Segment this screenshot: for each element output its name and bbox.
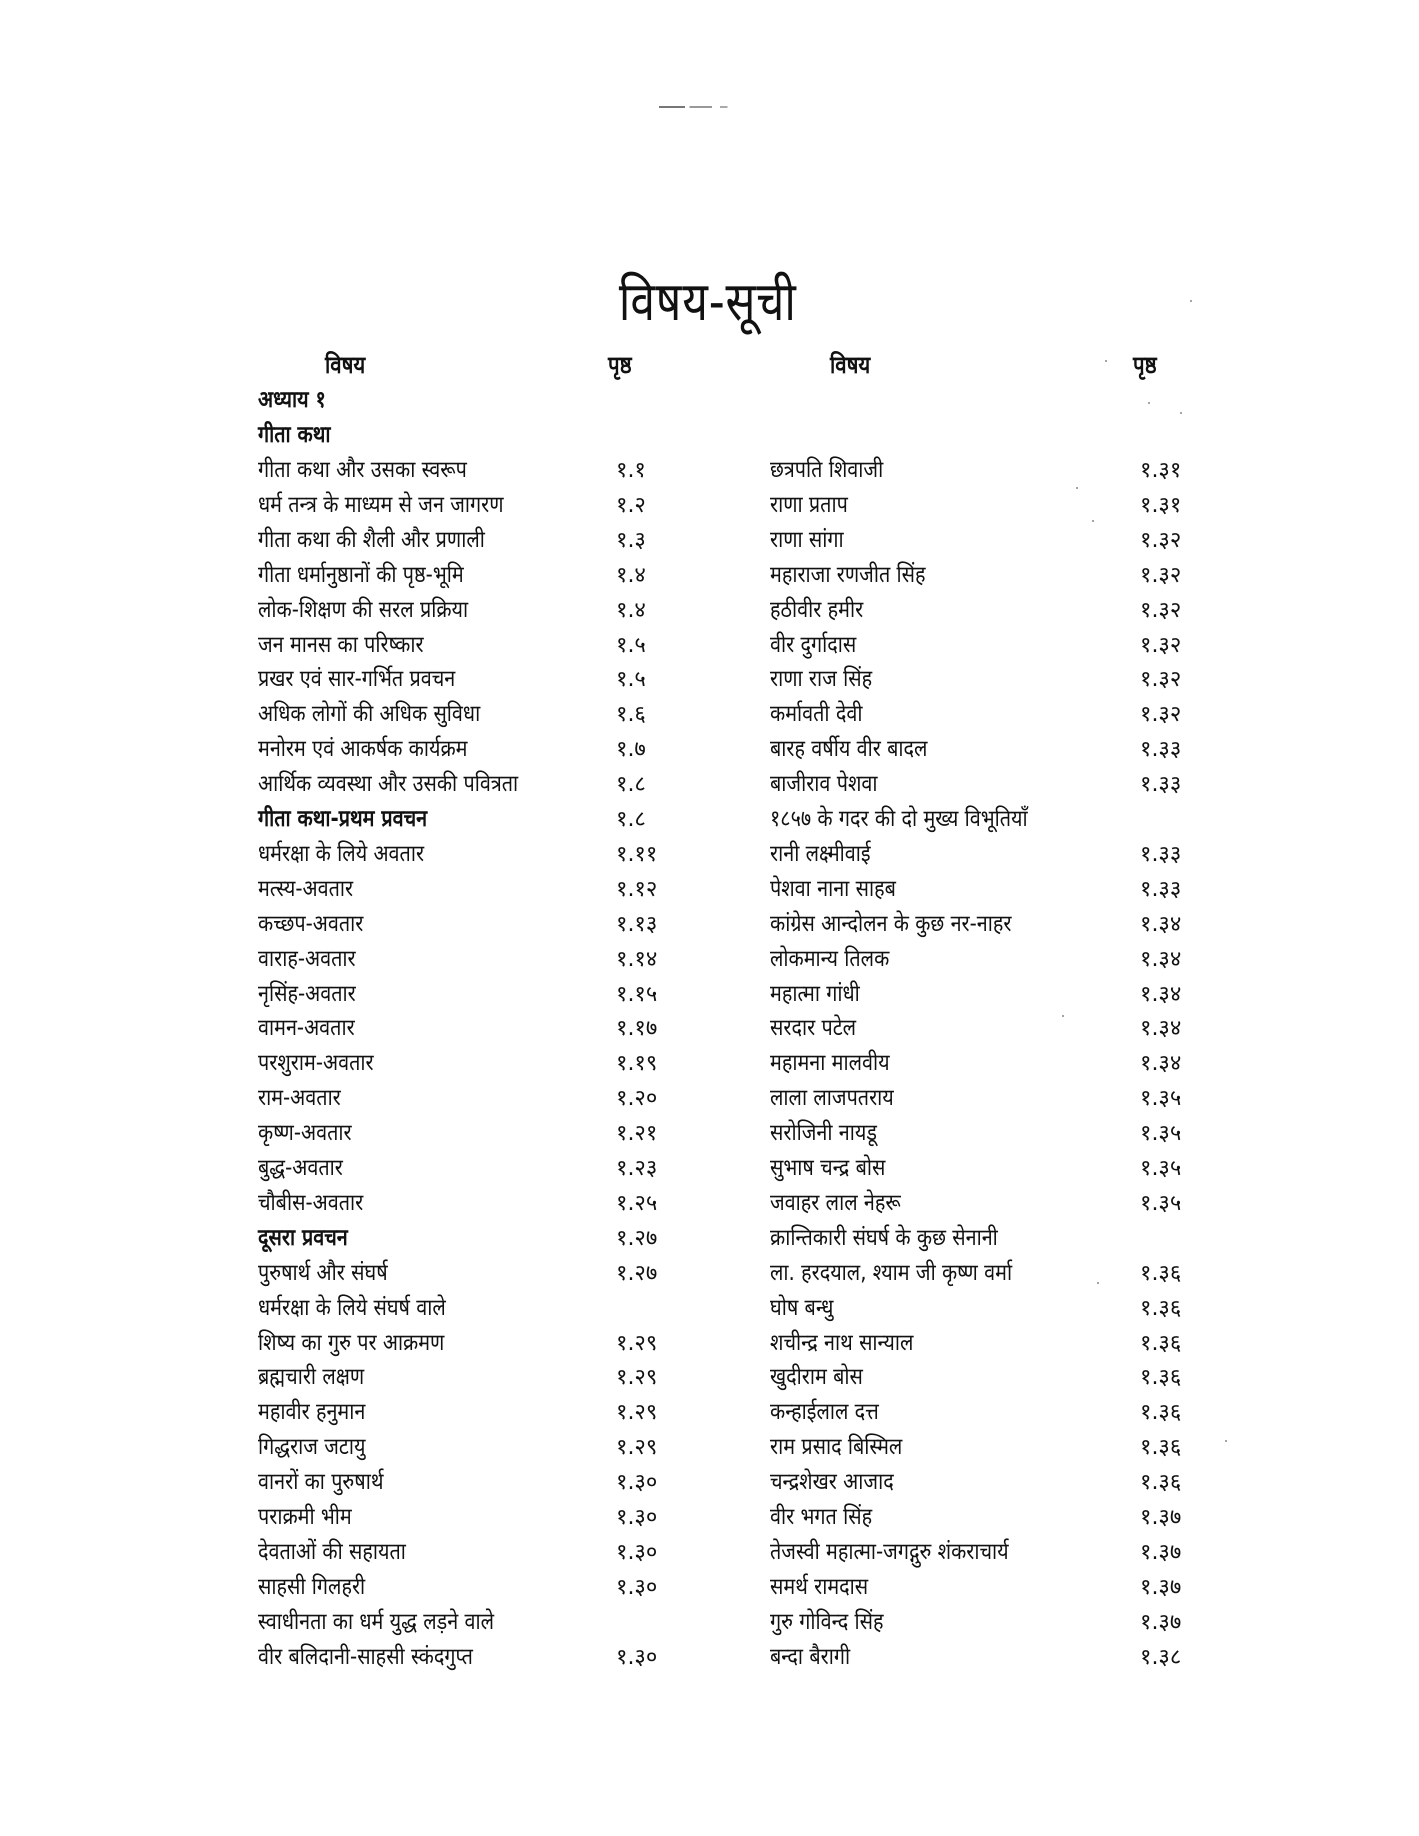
left-entry-page: १.१९ bbox=[616, 1051, 658, 1077]
scan-speck bbox=[1225, 1440, 1227, 1442]
right-entry-title-text: महाराजा रणजीत सिंह bbox=[770, 561, 926, 588]
right-entry-title-text: समर्थ रामदास bbox=[770, 1573, 869, 1600]
header-left-page: पृष्ठ bbox=[608, 351, 632, 379]
left-entry-title-text: दूसरा प्रवचन bbox=[258, 1224, 348, 1251]
right-entry-title-text: वीर दुर्गादास bbox=[770, 631, 857, 658]
right-entry-page: १.३६ bbox=[1140, 1470, 1182, 1496]
scan-speck bbox=[1190, 300, 1192, 302]
left-entry-title-text: प्रखर एवं सार-गर्भित प्रवचन bbox=[258, 666, 456, 693]
right-entry-title-text: १८५७ के गदर की दो मुख्य विभूतियाँ bbox=[770, 806, 1028, 832]
right-entry-title-text: सुभाष चन्द्र बोस bbox=[770, 1155, 886, 1181]
right-entry-title bbox=[770, 558, 951, 593]
right-entry-title-text: रानी लक्ष्मीवाई bbox=[770, 840, 871, 867]
left-entry-page: १.६ bbox=[616, 702, 646, 728]
left-entry-title-text: कृष्ण-अवतार bbox=[258, 1120, 352, 1147]
right-entry-title bbox=[770, 872, 916, 907]
left-entry-title-text: पुरुषार्थ और संघर्ष bbox=[258, 1259, 388, 1286]
left-entry-title bbox=[258, 1046, 392, 1081]
right-entry-page: १.३६ bbox=[1140, 1435, 1182, 1461]
left-entry-page: १.३० bbox=[616, 1539, 658, 1565]
right-entry-title-text: महात्मा गांधी bbox=[770, 980, 860, 1007]
right-entry-page: १.३५ bbox=[1140, 1156, 1182, 1181]
right-entry-title bbox=[770, 488, 860, 523]
left-entry-title bbox=[258, 697, 516, 732]
left-entry-title bbox=[258, 1151, 357, 1186]
left-entry-page: १.२१ bbox=[616, 1121, 658, 1147]
left-entry-title bbox=[258, 802, 455, 837]
right-entry-title bbox=[770, 1116, 894, 1151]
right-entry-page: १.३५ bbox=[1140, 1086, 1182, 1112]
header-right-page: पृष्ठ bbox=[1133, 351, 1157, 379]
left-entry-title bbox=[258, 593, 502, 628]
right-entry-title bbox=[770, 593, 878, 628]
left-section-heading bbox=[258, 383, 337, 418]
left-entry-page: १.१३ bbox=[616, 911, 658, 937]
left-entry-page: १.२७ bbox=[616, 1225, 658, 1251]
left-entry-title-text: वामन-अवतार bbox=[258, 1015, 355, 1042]
right-entry-page: १.३१ bbox=[1140, 458, 1182, 483]
right-entry-title-text: क्रान्तिकारी संघर्ष के कुछ सेनानी bbox=[770, 1224, 998, 1251]
right-entry-title bbox=[770, 1326, 937, 1361]
right-entry-title-text: महामना मालवीय bbox=[770, 1050, 890, 1077]
right-entry-title-text: राम प्रसाद बिस्मिल bbox=[770, 1434, 903, 1461]
left-entry-title bbox=[258, 1326, 475, 1361]
left-entry-title bbox=[258, 1535, 430, 1570]
right-entry-title bbox=[770, 1430, 924, 1465]
left-entry-title-text: चौबीस-अवतार bbox=[258, 1189, 364, 1216]
left-entry-title-text: धर्मरक्षा के लिये संघर्ष वाले bbox=[258, 1294, 446, 1321]
left-entry-title-text: अधिक लोगों की अधिक सुविधा bbox=[258, 701, 481, 728]
right-entry-title-text: सरदार पटेल bbox=[770, 1015, 857, 1042]
scan-speck bbox=[1092, 520, 1094, 522]
right-entry-page: १.३३ bbox=[1140, 772, 1182, 798]
left-entry-page: १.२९ bbox=[616, 1365, 658, 1391]
left-entry-title-text: कच्छप-अवतार bbox=[258, 910, 364, 937]
right-entry-page: १.३७ bbox=[1140, 1574, 1182, 1600]
right-entry-page: १.३३ bbox=[1140, 737, 1182, 763]
left-entry-title bbox=[258, 1395, 383, 1430]
left-entry-title-text: गीता कथा और उसका स्वरूप bbox=[258, 457, 467, 483]
right-entry-title bbox=[770, 697, 878, 732]
left-entry-title bbox=[258, 1081, 354, 1116]
right-entry-title bbox=[770, 1081, 914, 1116]
right-entry-title-text: चन्द्रशेखर आजाद bbox=[770, 1469, 894, 1496]
right-entry-title-text: पेशवा नाना साहब bbox=[770, 875, 896, 902]
left-entry-title bbox=[258, 558, 497, 593]
right-entry-title-text: वीर भगत सिंह bbox=[770, 1504, 873, 1530]
right-entry-title bbox=[770, 837, 887, 872]
right-entry-title bbox=[770, 1011, 870, 1046]
left-entry-title-text: धर्मरक्षा के लिये अवतार bbox=[258, 840, 425, 867]
left-entry-title bbox=[258, 662, 487, 697]
right-entry-title-text: शचीन्द्र नाथ सान्याल bbox=[770, 1329, 914, 1356]
left-entry-title bbox=[258, 872, 369, 907]
right-entry-title-text: छत्रपति शिवाजी bbox=[770, 457, 884, 483]
left-entry-title bbox=[258, 1360, 382, 1395]
left-entry-title-text: मत्स्य-अवतार bbox=[258, 875, 354, 902]
left-entry-title-text: वानरों का पुरुषार्थ bbox=[258, 1469, 384, 1496]
right-entry-title-text: बाजीराव पेशवा bbox=[770, 771, 878, 798]
right-entry-page: १.३७ bbox=[1140, 1609, 1182, 1635]
left-entry-page: १.१२ bbox=[616, 876, 658, 902]
left-entry-title bbox=[258, 942, 371, 977]
left-entry-title bbox=[258, 977, 372, 1012]
left-entry-title-text: लोक-शिक्षण की सरल प्रक्रिया bbox=[258, 596, 469, 623]
right-entry-page: १.३३ bbox=[1140, 876, 1182, 902]
right-entry-title-text: राणा प्रताप bbox=[770, 491, 848, 518]
left-entry-title-text: परशुराम-अवतार bbox=[258, 1050, 374, 1077]
right-entry-page: १.३२ bbox=[1140, 667, 1182, 693]
left-entry-title-text: जन मानस का परिष्कार bbox=[258, 631, 424, 658]
right-entry-title bbox=[770, 628, 870, 663]
right-entry-page: १.३६ bbox=[1140, 1260, 1182, 1286]
right-entry-title bbox=[770, 453, 902, 488]
left-entry-page: १.२९ bbox=[616, 1400, 658, 1426]
right-entry-page: १.३४ bbox=[1140, 1051, 1182, 1077]
left-entry-page: १.२९ bbox=[616, 1435, 658, 1461]
right-entry-page: १.३७ bbox=[1140, 1505, 1182, 1530]
left-entry-title-text: राम-अवतार bbox=[258, 1085, 341, 1112]
left-entry-title-text: वीर बलिदानी-साहसी स्कंदगुप्त bbox=[258, 1643, 473, 1670]
right-entry-title-text: हठीवीर हमीर bbox=[770, 596, 864, 623]
left-entry-page: १.१५ bbox=[616, 981, 658, 1007]
left-entry-title bbox=[258, 767, 560, 802]
right-entry-page: १.३४ bbox=[1140, 946, 1182, 972]
left-entry-title-text: मनोरम एवं आकर्षक कार्यक्रम bbox=[258, 736, 468, 763]
left-entry-page: १.२३ bbox=[616, 1156, 658, 1181]
left-entry-page: १.२० bbox=[616, 1086, 658, 1112]
left-entry-title-text: वाराह-अवतार bbox=[258, 945, 356, 972]
left-entry-title-text: नृसिंह-अवतार bbox=[258, 980, 356, 1007]
left-entry-page: १.५ bbox=[616, 667, 646, 693]
right-entry-title-text: तेजस्वी महात्मा-जगद्गुरु शंकराचार्य bbox=[770, 1538, 1009, 1565]
left-entry-page: १.३० bbox=[616, 1505, 658, 1530]
left-entry-title bbox=[258, 1605, 532, 1640]
left-entry-title-text: आर्थिक व्यवस्था और उसकी पवित्रता bbox=[258, 771, 519, 798]
left-entry-page: १.२९ bbox=[616, 1330, 658, 1356]
left-entry-page: १.१४ bbox=[616, 946, 658, 972]
left-entry-title-text: ब्रह्मचारी लक्षण bbox=[258, 1364, 365, 1391]
right-entry-page: १.३६ bbox=[1140, 1400, 1182, 1426]
right-entry-title-text: घोष बन्धु bbox=[770, 1294, 834, 1321]
right-entry-title-text: ला. हरदयाल, श्याम जी कृष्ण वर्मा bbox=[770, 1259, 1013, 1286]
left-entry-page: १.३ bbox=[616, 527, 646, 553]
left-entry-title-text: महावीर हनुमान bbox=[258, 1399, 366, 1426]
right-entry-title-text: कन्हाईलाल दत्त bbox=[770, 1399, 879, 1426]
right-entry-title bbox=[770, 1605, 902, 1640]
right-entry-title bbox=[770, 1640, 863, 1675]
left-entry-title bbox=[258, 1186, 380, 1221]
right-entry-title bbox=[770, 767, 895, 802]
right-entry-title bbox=[770, 1186, 922, 1221]
right-entry-page: १.३१ bbox=[1140, 492, 1182, 518]
right-entry-title bbox=[770, 1046, 909, 1081]
scan-speck bbox=[1180, 412, 1182, 414]
left-entry-title-text: स्वाधीनता का धर्म युद्ध लड़ने वाले bbox=[258, 1608, 495, 1635]
right-entry-page: १.३६ bbox=[1140, 1365, 1182, 1391]
right-entry-page: १.३३ bbox=[1140, 841, 1182, 867]
right-entry-page: १.३२ bbox=[1140, 527, 1182, 553]
left-entry-title bbox=[258, 1465, 404, 1500]
left-entry-title-text: पराक्रमी भीम bbox=[258, 1504, 352, 1530]
left-entry-page: १.७ bbox=[616, 737, 646, 763]
right-entry-title bbox=[770, 802, 1070, 837]
left-section-heading-text: अध्याय १ bbox=[258, 387, 326, 413]
right-entry-page: १.३२ bbox=[1140, 562, 1182, 588]
right-entry-title bbox=[770, 907, 1051, 942]
left-entry-title-text: गीता कथा-प्रथम प्रवचन bbox=[258, 806, 428, 832]
right-entry-title bbox=[770, 1360, 878, 1395]
left-entry-page: १.११ bbox=[616, 841, 658, 867]
right-entry-page: १.३२ bbox=[1140, 702, 1182, 728]
left-entry-page: १.३० bbox=[616, 1574, 658, 1600]
left-entry-title bbox=[258, 837, 451, 872]
right-entry-page: १.३६ bbox=[1140, 1295, 1182, 1321]
left-entry-page: १.१ bbox=[616, 458, 646, 483]
right-entry-title bbox=[770, 1221, 1035, 1256]
scan-speck bbox=[1062, 1015, 1064, 1017]
right-entry-title bbox=[770, 1291, 844, 1326]
left-entry-title bbox=[258, 1500, 367, 1535]
right-entry-title-text: राणा राज सिंह bbox=[770, 666, 873, 693]
left-entry-page: १.२ bbox=[616, 492, 646, 518]
left-entry-title-text: धर्म तन्त्र के माध्यम से जन जागरण bbox=[258, 491, 504, 518]
right-entry-title bbox=[770, 1570, 884, 1605]
left-entry-title-text: साहसी गिलहरी bbox=[258, 1573, 366, 1600]
right-entry-page: १.३५ bbox=[1140, 1121, 1182, 1147]
right-entry-page: १.३७ bbox=[1140, 1539, 1182, 1565]
right-entry-title-text: लोकमान्य तिलक bbox=[770, 945, 890, 972]
scan-speck bbox=[1148, 402, 1150, 404]
left-entry-title-text: देवताओं की सहायता bbox=[258, 1538, 406, 1565]
right-entry-title-text: खुदीराम बोस bbox=[770, 1364, 863, 1391]
right-entry-title bbox=[770, 1535, 1048, 1570]
left-entry-title-text: गिद्धराज जटायु bbox=[258, 1434, 366, 1461]
left-entry-page: १.८ bbox=[616, 807, 646, 832]
left-entry-page: १.३० bbox=[616, 1470, 658, 1496]
left-entry-title bbox=[258, 488, 544, 523]
page-title: विषय-सूची bbox=[618, 270, 797, 333]
left-entry-page: १.४ bbox=[616, 597, 646, 623]
scan-speck bbox=[1097, 1282, 1099, 1284]
left-entry-page: १.४ bbox=[616, 562, 646, 588]
header-right-subject: विषय bbox=[830, 351, 871, 379]
right-entry-title-text: जवाहर लाल नेहरू bbox=[770, 1189, 901, 1216]
left-entry-title-text: गीता धर्मानुष्ठानों की पृष्ठ-भूमि bbox=[258, 561, 464, 588]
right-entry-title-text: बन्दा बैरागी bbox=[770, 1643, 851, 1670]
right-entry-title bbox=[770, 523, 856, 558]
right-entry-title bbox=[770, 1465, 914, 1500]
right-entry-title-text: गुरु गोविन्द सिंह bbox=[770, 1608, 884, 1635]
right-entry-title bbox=[770, 942, 909, 977]
left-entry-title bbox=[258, 732, 502, 767]
header-left-subject: विषय bbox=[325, 351, 366, 379]
left-entry-title bbox=[258, 1570, 383, 1605]
right-entry-title bbox=[770, 977, 874, 1012]
left-section-heading-text: गीता कथा bbox=[258, 421, 331, 448]
left-entry-page: १.१७ bbox=[616, 1016, 658, 1042]
right-entry-page: १.३२ bbox=[1140, 632, 1182, 658]
left-entry-title bbox=[258, 1256, 409, 1291]
right-entry-title-text: बारह वर्षीय वीर बादल bbox=[770, 736, 928, 763]
right-entry-title-text: कांग्रेस आन्दोलन के कुछ नर-नाहर bbox=[770, 910, 1012, 937]
right-entry-page: १.३४ bbox=[1140, 981, 1182, 1007]
right-entry-title bbox=[770, 1500, 889, 1535]
right-entry-page: १.३५ bbox=[1140, 1190, 1182, 1216]
left-entry-page: १.८ bbox=[616, 772, 646, 798]
right-entry-page: १.३८ bbox=[1140, 1644, 1182, 1670]
scan-speck bbox=[1105, 360, 1107, 362]
right-entry-page: १.३२ bbox=[1140, 597, 1182, 623]
left-entry-title bbox=[258, 1291, 476, 1326]
right-entry-title-text: कर्मावती देवी bbox=[770, 701, 863, 728]
left-entry-title bbox=[258, 1116, 367, 1151]
left-entry-title bbox=[258, 523, 522, 558]
scan-artifact-line bbox=[659, 106, 735, 108]
right-entry-title-text: लाला लाजपतराय bbox=[770, 1085, 894, 1112]
right-entry-title bbox=[770, 732, 953, 767]
right-entry-title-text: सरोजिनी नायडू bbox=[770, 1120, 877, 1147]
left-entry-title bbox=[258, 1011, 370, 1046]
left-entry-title-text: गीता कथा की शैली और प्रणाली bbox=[258, 526, 485, 553]
right-entry-title bbox=[770, 662, 889, 697]
left-entry-title bbox=[258, 628, 451, 663]
right-entry-title bbox=[770, 1256, 1052, 1291]
left-entry-title bbox=[258, 1640, 508, 1675]
left-section-heading bbox=[258, 418, 342, 453]
left-entry-page: १.३० bbox=[616, 1644, 658, 1670]
right-entry-page: १.३४ bbox=[1140, 1016, 1182, 1042]
right-entry-page: १.३६ bbox=[1140, 1330, 1182, 1356]
left-entry-title-text: बुद्ध-अवतार bbox=[258, 1155, 343, 1181]
left-entry-page: १.२७ bbox=[616, 1260, 658, 1286]
left-entry-title bbox=[258, 453, 501, 488]
right-entry-page: १.३४ bbox=[1140, 911, 1182, 937]
left-entry-page: १.२५ bbox=[616, 1190, 658, 1216]
right-entry-title bbox=[770, 1395, 897, 1430]
left-entry-title bbox=[258, 1430, 383, 1465]
left-entry-title-text: शिष्य का गुरु पर आक्रमण bbox=[258, 1329, 445, 1356]
left-entry-title bbox=[258, 907, 380, 942]
scan-speck bbox=[1076, 487, 1078, 489]
right-entry-title bbox=[770, 1151, 904, 1186]
right-entry-title-text: राणा सांगा bbox=[770, 526, 844, 553]
left-entry-title bbox=[258, 1221, 362, 1256]
left-entry-page: १.५ bbox=[616, 632, 646, 658]
